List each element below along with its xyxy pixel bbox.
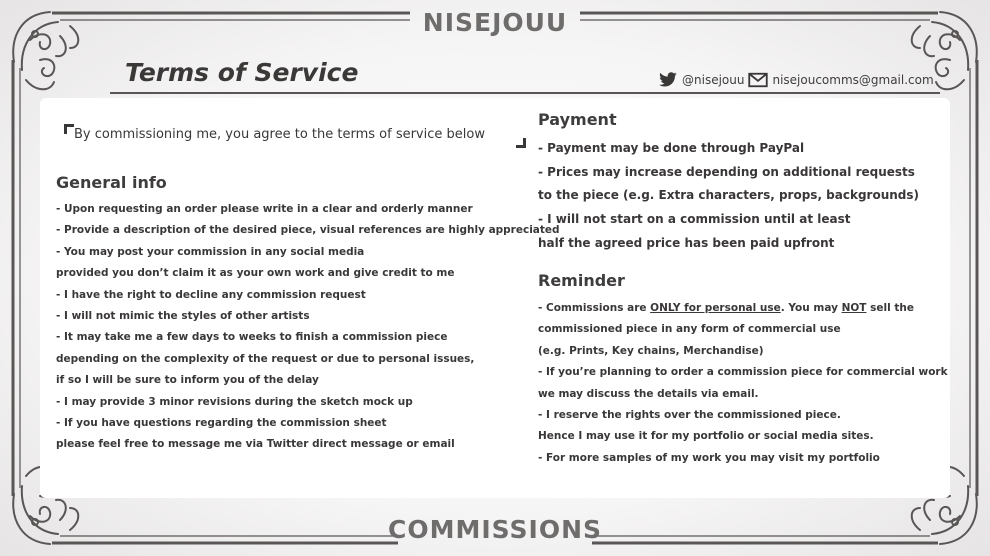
payment-list [538,137,919,255]
list-item: - I may provide 3 minor revisions during the sketch mock up [56,395,413,408]
list-item: depending on the complexity of the request or due to personal issues, [56,352,475,365]
list-item: - If you have questions regarding the commission sheet [56,416,387,429]
reminder-heading: Reminder [538,271,625,290]
general-info-heading: General info [56,173,167,192]
reminder-text: - Commissions are [538,302,651,314]
intro-box [64,124,528,150]
email-address[interactable]: nisejoucomms@gmail.com [772,73,934,87]
list-item: - Payment may be done through PayPal [538,141,805,155]
contact-info [658,70,934,90]
list-item: we may discuss the details via email. [538,387,759,400]
list-item: if so I will be sure to inform you of the delay [56,374,319,387]
list-item: - It may take me a few days to weeks to finish a commission piece [56,331,448,344]
list-item: - Upon requesting an order please write in a clear and orderly manner [56,203,473,215]
list-item: - You may post your commission in any social media [56,245,365,258]
open-bracket-icon [64,124,74,134]
list-item [538,298,948,319]
page-title: Terms of Service [125,58,359,87]
list-item: half the agreed price has been paid upfront [538,235,835,250]
envelope-icon[interactable] [748,72,768,88]
list-item: - For more samples of my work you may visit my portfolio [538,451,880,464]
general-info-list [56,199,560,456]
personal-use-emphasis: ONLY for personal use [650,302,781,314]
brand-name: NISEJOUU [422,8,568,37]
list-item: - If you’re planning to order a commission piece for commercial work [538,366,948,379]
list-item: - I have the right to decline any commission request [56,288,366,301]
list-item: - I reserve the rights over the commissioned piece. [538,408,841,421]
intro-text: By commissioning me, you agree to the terms of service below [74,127,485,142]
reminder-text: . You may [780,302,842,314]
list-item: - Provide a description of the desired piece, visual references are highly appreciated [56,224,560,237]
reminder-text: sell the [866,302,914,314]
list-item: provided you don’t claim it as your own work and give credit to me [56,267,455,280]
list-item: - Prices may increase depending on additional requests [538,164,915,179]
not-emphasis: NOT [841,302,867,314]
reminder-list [538,298,948,469]
twitter-handle[interactable]: @nisejouu [682,73,745,87]
close-bracket-icon [516,138,526,148]
list-item: - I will not start on a commission until at least [538,212,851,227]
list-item: - I will not mimic the styles of other artists [56,309,310,322]
twitter-bird-icon[interactable] [658,72,678,88]
list-item: (e.g. Prints, Key chains, Merchandise) [538,344,764,357]
list-item: please feel free to message me via Twitter direct message or email [56,438,455,451]
list-item: Hence I may use it for my portfolio or social media sites. [538,430,874,443]
list-item: to the piece (e.g. Extra characters, props, backgrounds) [538,188,920,203]
payment-heading: Payment [538,110,617,129]
footer-title: COMMISSIONS [387,515,603,544]
list-item: commissioned piece in any form of commercial use [538,323,841,336]
